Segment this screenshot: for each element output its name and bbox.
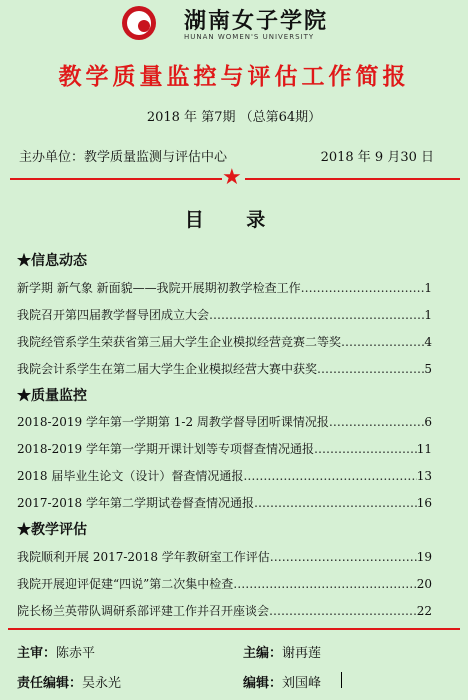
organizer: 主办单位：教学质量监测与评估中心 bbox=[19, 150, 228, 165]
toc-entry-page: 11 bbox=[416, 442, 432, 456]
toc-entry-page: 1 bbox=[424, 281, 432, 295]
executive-editor: 责任编辑：吴永光 bbox=[17, 676, 122, 691]
toc-entry-title: 我院经管系学生荣获省第三届大学生企业模拟经营竞赛二等奖 bbox=[17, 335, 342, 349]
toc-entry-title: 我院召开第四届教学督导团成立大会 bbox=[17, 308, 210, 322]
issue-number: 2018 年 第7期 （总第64期） bbox=[146, 110, 322, 125]
editor: 编辑：刘国峰 bbox=[243, 676, 322, 691]
toc-entry[interactable] bbox=[17, 575, 432, 592]
university-name-en: HUNAN WOMEN'S UNIVERSITY bbox=[184, 33, 315, 41]
toc-entry-page: 1 bbox=[424, 308, 432, 322]
toc-entry-title: 2018-2019 学年第一学期开课计划等专项督查情况通报 bbox=[17, 442, 314, 456]
section-heading: ★教学评估 bbox=[17, 522, 87, 538]
university-seal-logo bbox=[122, 6, 156, 40]
toc-entry-page: 22 bbox=[416, 604, 432, 618]
star-icon: ★ bbox=[222, 165, 242, 190]
toc-entry-page: 20 bbox=[416, 577, 432, 591]
toc-entry-title: 2018 届毕业生论文（设计）督查情况通报 bbox=[17, 469, 244, 483]
toc-entry-title: 2018-2019 学年第一学期第 1-2 周教学督导团听课情况报 bbox=[17, 415, 329, 429]
section-heading: ★信息动态 bbox=[17, 253, 87, 269]
toc-entry[interactable] bbox=[17, 602, 432, 619]
toc-title: 目 录 bbox=[184, 209, 284, 231]
toc-entry-page: 13 bbox=[416, 469, 432, 483]
divider-left bbox=[10, 178, 222, 180]
toc-entry[interactable] bbox=[17, 306, 432, 323]
chief-reviewer: 主审：陈赤平 bbox=[17, 646, 96, 661]
footer-divider bbox=[8, 628, 460, 630]
toc-entry-page: 4 bbox=[424, 335, 432, 349]
masthead bbox=[0, 0, 468, 48]
toc-entry[interactable] bbox=[17, 467, 432, 484]
toc-entry-page: 16 bbox=[416, 496, 432, 510]
text-cursor bbox=[341, 672, 342, 688]
toc-entry-title: 2017-2018 学年第二学期试卷督查情况通报 bbox=[17, 496, 254, 510]
toc-entry-title: 我院顺利开展 2017-2018 学年教研室工作评估 bbox=[17, 550, 270, 564]
toc-entry[interactable] bbox=[17, 279, 432, 296]
toc-entry[interactable] bbox=[17, 494, 432, 511]
toc-entry-title: 新学期 新气象 新面貌——我院开展期初教学检查工作 bbox=[17, 281, 301, 295]
toc-entry[interactable] bbox=[17, 413, 432, 430]
toc-entry-title: 院长杨兰英带队调研系部评建工作并召开座谈会 bbox=[17, 604, 270, 618]
university-name-cn: 湖南女子学院 bbox=[184, 8, 329, 34]
divider-right bbox=[245, 178, 460, 180]
bulletin-title: 教学质量监控与评估工作简报 bbox=[58, 63, 410, 90]
chief-editor: 主编：谢再莲 bbox=[243, 646, 322, 661]
toc-entry-page: 6 bbox=[424, 415, 432, 429]
section-heading: ★质量监控 bbox=[17, 388, 87, 404]
toc-entry[interactable] bbox=[17, 548, 432, 565]
toc-entry-page: 5 bbox=[424, 362, 432, 376]
toc-entry-title: 我院开展迎评促建“四说”第二次集中检查 bbox=[17, 577, 234, 591]
toc-entry-title: 我院会计系学生在第二届大学生企业模拟经营大赛中获奖 bbox=[17, 362, 318, 376]
toc-entry[interactable] bbox=[17, 440, 432, 457]
toc-entry[interactable] bbox=[17, 360, 432, 377]
toc-entry-page: 19 bbox=[416, 550, 432, 564]
toc-entry[interactable] bbox=[17, 333, 432, 350]
publish-date: 2018 年 9 月30 日 bbox=[320, 150, 434, 165]
